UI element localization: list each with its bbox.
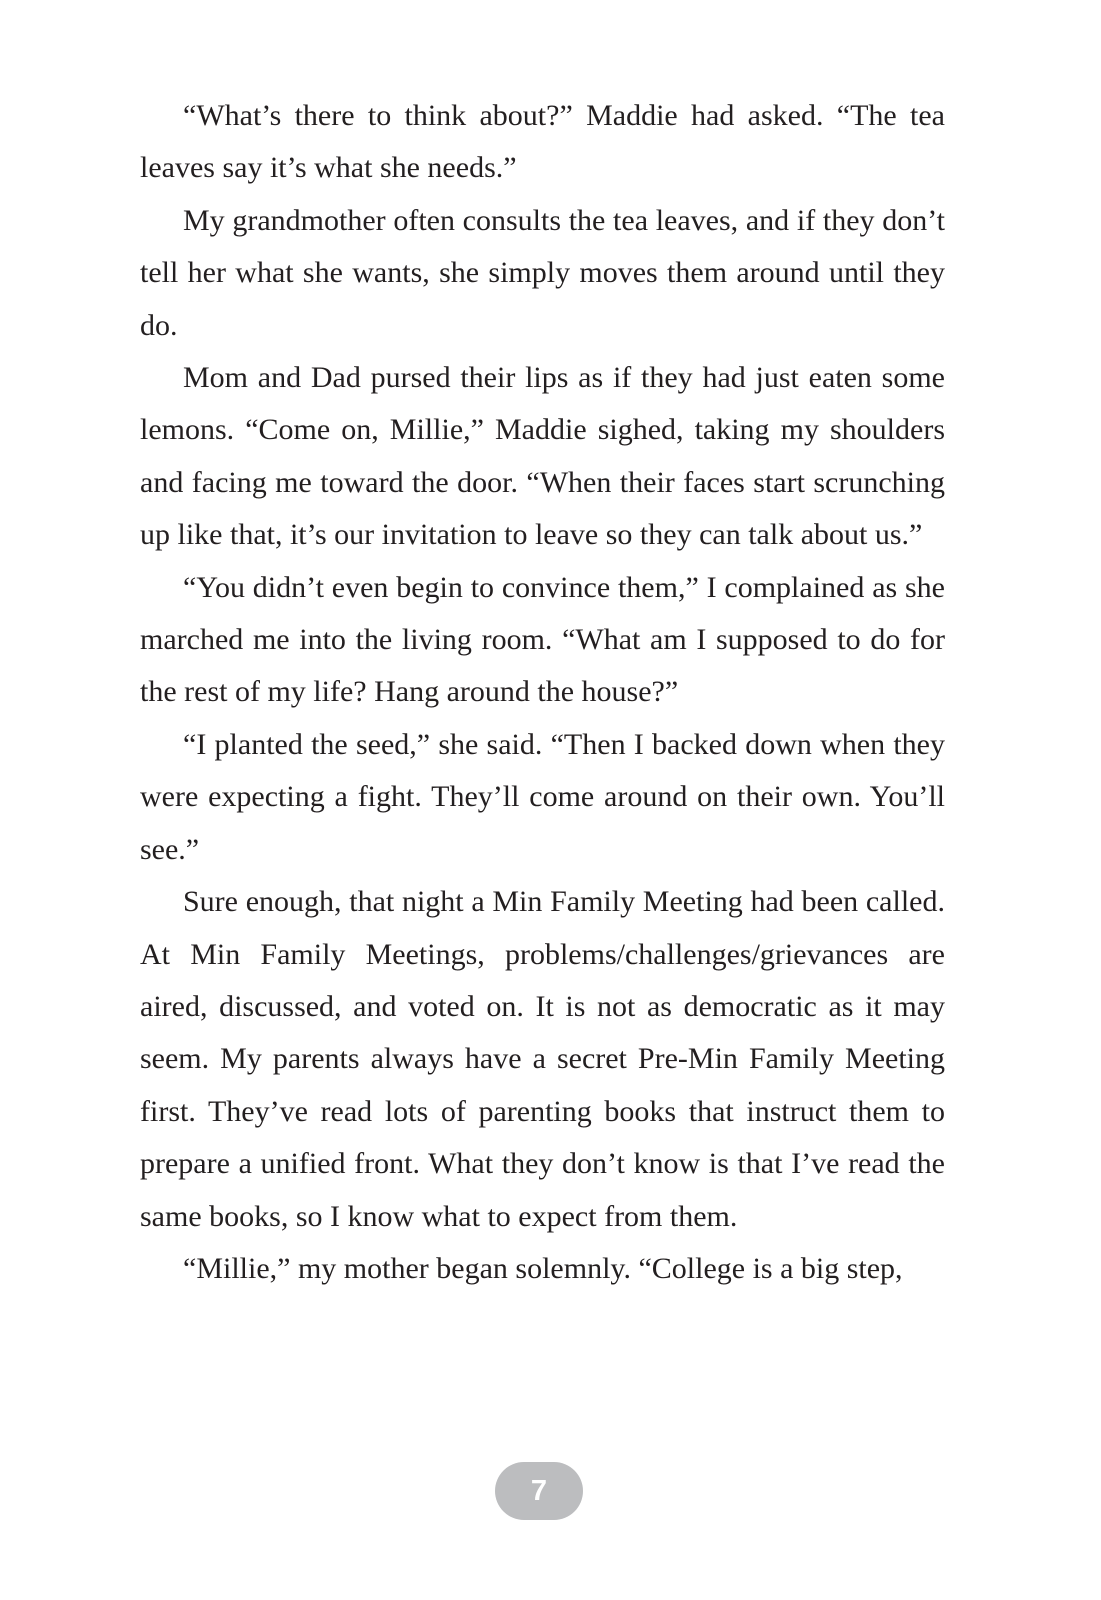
page-number-badge: 7 [495, 1462, 583, 1520]
paragraph: “I planted the seed,” she said. “Then I backed down when they were expecting a fight. They’ll come around on their own. You’ll see.” [140, 727, 945, 866]
paragraph: “Millie,” my mother began solemnly. “College is a big step, [183, 1251, 903, 1285]
paragraph: “What’s there to think about?” Maddie had asked. “The tea leaves say it’s what she needs.” [140, 99, 945, 185]
body-text [140, 90, 945, 1295]
paragraph: “You didn’t even begin to convince them,” I complained as she marched me into the living room. “What am I supposed to do for the rest of my life? Hang around the house?” [140, 570, 945, 709]
paragraph: My grandmother often consults the tea leaves, and if they don’t tell her what she wants, she simply moves them around until they do. [140, 203, 945, 342]
paragraph: Mom and Dad pursed their lips as if they had just eaten some lemons. “Come on, Millie,” Maddie sighed, taking my shoulders and facing me toward the door. “When their faces start scrunching up like that, it’s our invitation to leave so they can talk about us.” [140, 361, 945, 552]
paragraph: Sure enough, that night a Min Family Meeting had been called. At Min Family Meetings, problems/challenges/grievances are aired, discussed, and voted on. It is not as democratic as it may seem. My parents always have a secret Pre-Min Family Meeting first. They’ve read lots of parenting books that instruct them to prepare a unified front. What they don’t know is that I’ve read the same books, so I know what to expect from them. [140, 885, 945, 1233]
